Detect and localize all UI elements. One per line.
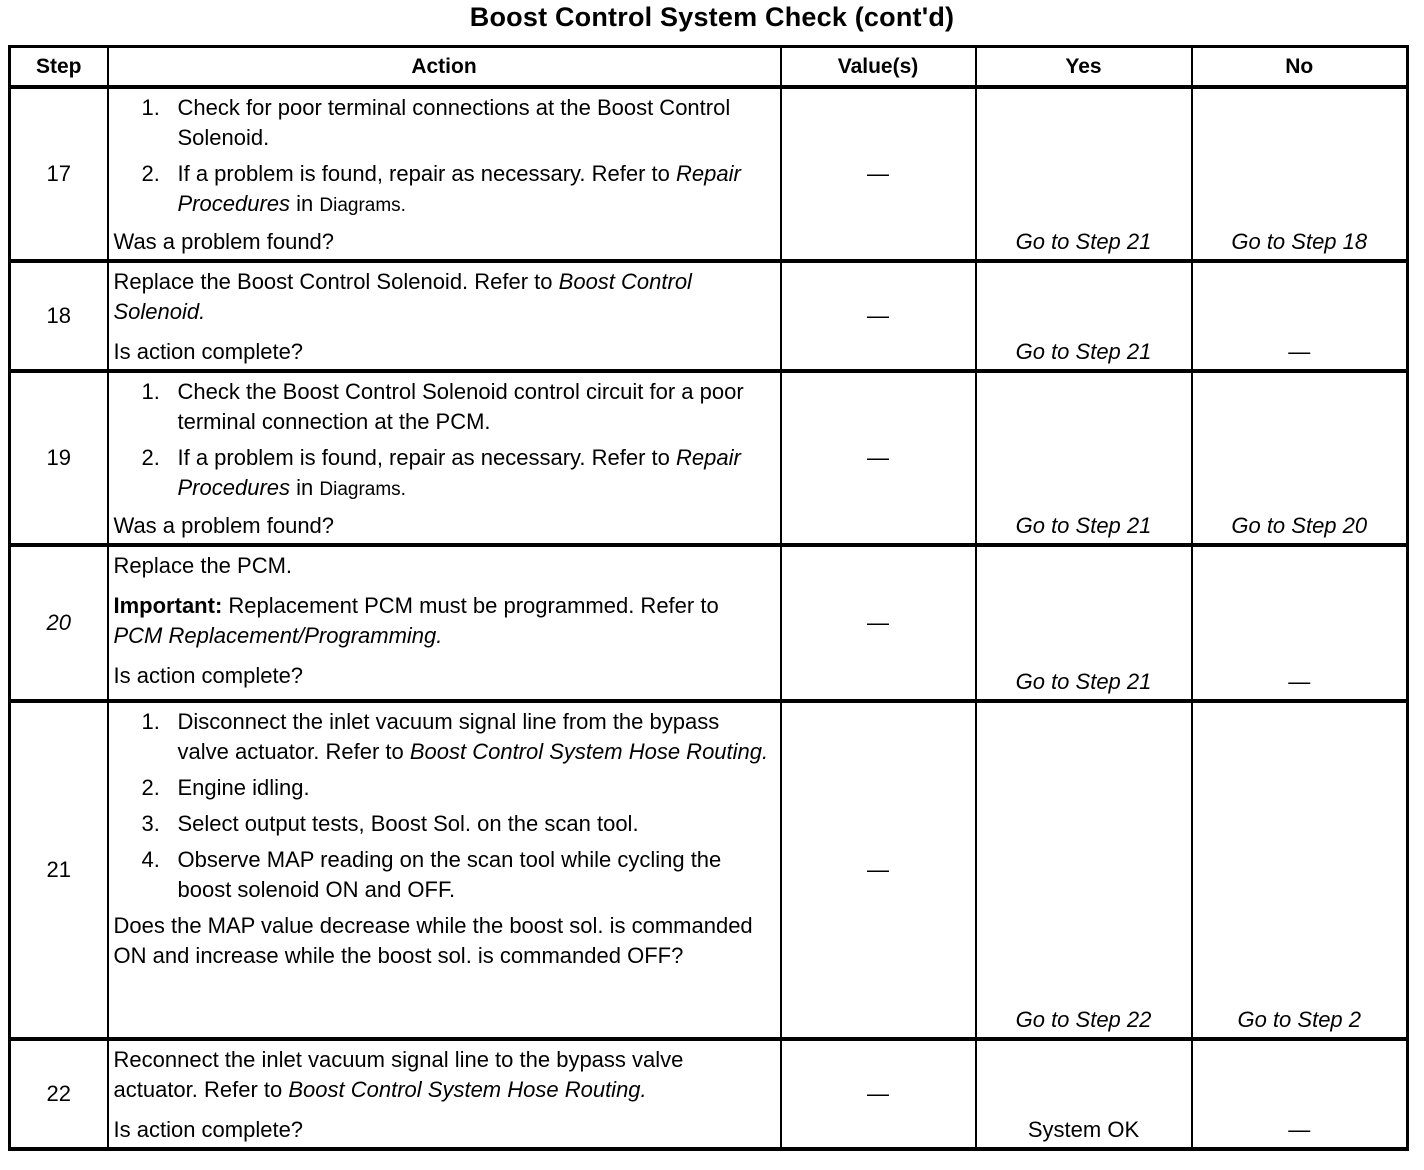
reference-link[interactable]: PCM Replacement/Programming. (113, 623, 443, 648)
question: Was a problem found? (113, 229, 335, 254)
list-item (142, 377, 774, 437)
list-item (142, 707, 774, 767)
action-cell (108, 371, 781, 545)
no-cell[interactable]: Go to Step 2 (1192, 701, 1408, 1039)
no-cell: — (1192, 545, 1408, 701)
item-text: Select output tests, Boost Sol. on the scan tool. (177, 811, 639, 836)
item-text: Check for poor terminal connections at the Boost Control Solenoid. (177, 95, 731, 150)
question: Is action complete? (113, 1117, 304, 1142)
table-row (10, 261, 1408, 371)
list-item (142, 93, 774, 153)
item-number: 1. (141, 379, 160, 404)
item-number: 2. (141, 775, 160, 800)
yes-cell: System OK (976, 1039, 1192, 1149)
col-header-step: Step (10, 47, 108, 88)
value-cell: — (781, 701, 976, 1039)
item-text: Check the Boost Control Solenoid control circuit for a poor terminal connection at the PCM. (177, 379, 744, 434)
col-header-values: Value(s) (781, 47, 976, 88)
item-number: 3. (141, 811, 160, 836)
list-item (142, 809, 774, 839)
item-number: 2. (141, 445, 160, 470)
action-cell (108, 701, 781, 1039)
list-item (142, 443, 774, 505)
step-number: 19 (10, 371, 108, 545)
yes-cell[interactable]: Go to Step 21 (976, 261, 1192, 371)
yes-cell[interactable]: Go to Step 21 (976, 371, 1192, 545)
value-cell: — (781, 1039, 976, 1149)
item-text: If a problem is found, repair as necessary. Refer to Repair Procedures in Diagrams. (177, 161, 741, 216)
item-text: Disconnect the inlet vacuum signal line from the bypass valve actuator. Refer to Boost Control System Hose Routing. (177, 709, 769, 764)
action-text: Replace the Boost Control Solenoid. Refer to Boost Control Solenoid. (113, 269, 692, 324)
list-item (142, 159, 774, 221)
important-note: Important: Replacement PCM must be programmed. Refer to PCM Replacement/Programming. (113, 593, 719, 648)
value-cell: — (781, 371, 976, 545)
question: Is action complete? (113, 339, 304, 364)
action-cell (108, 1039, 781, 1149)
action-text: Reconnect the inlet vacuum signal line to the bypass valve actuator. Refer to Boost Control System Hose Routing. (113, 1047, 684, 1102)
table-row (10, 545, 1408, 701)
page-title: Boost Control System Check (cont'd) (469, 2, 955, 32)
no-cell: — (1192, 1039, 1408, 1149)
list-item (142, 773, 774, 803)
step-number: 21 (10, 701, 108, 1039)
table-row (10, 87, 1408, 261)
action-cell (108, 87, 781, 261)
list-item (142, 845, 774, 905)
step-number: 22 (10, 1039, 108, 1149)
steps-table (8, 45, 1409, 1151)
action-text: Replace the PCM. (113, 553, 293, 578)
yes-cell[interactable]: Go to Step 21 (976, 87, 1192, 261)
step-number: 20 (10, 545, 108, 701)
no-cell: — (1192, 261, 1408, 371)
item-number: 1. (141, 95, 160, 120)
step-number: 17 (10, 87, 108, 261)
no-cell[interactable]: Go to Step 18 (1192, 87, 1408, 261)
reference-link[interactable]: Repair Procedures (177, 161, 741, 216)
item-text: Observe MAP reading on the scan tool while cycling the boost solenoid ON and OFF. (177, 847, 722, 902)
value-cell: — (781, 87, 976, 261)
table-row (10, 701, 1408, 1039)
item-text: Engine idling. (177, 775, 310, 800)
col-header-action: Action (108, 47, 781, 88)
yes-cell[interactable]: Go to Step 22 (976, 701, 1192, 1039)
question: Does the MAP value decrease while the boost sol. is commanded ON and increase while the boost sol. is commanded OFF? (113, 913, 753, 968)
reference-link[interactable]: Boost Control Solenoid. (113, 269, 692, 324)
question: Is action complete? (113, 663, 304, 688)
value-cell: — (781, 545, 976, 701)
table-row (10, 1039, 1408, 1149)
question: Was a problem found? (113, 513, 335, 538)
yes-cell[interactable]: Go to Step 21 (976, 545, 1192, 701)
value-cell: — (781, 261, 976, 371)
item-number: 4. (141, 847, 160, 872)
reference-link[interactable]: Repair Procedures (177, 445, 741, 500)
step-number: 18 (10, 261, 108, 371)
action-cell (108, 261, 781, 371)
item-number: 2. (141, 161, 160, 186)
header-row (10, 47, 1408, 88)
item-text: If a problem is found, repair as necessary. Refer to Repair Procedures in Diagrams. (177, 445, 741, 500)
reference-link[interactable]: Boost Control System Hose Routing. (288, 1077, 647, 1102)
item-number: 1. (141, 709, 160, 734)
table-row (10, 371, 1408, 545)
col-header-yes: Yes (976, 47, 1192, 88)
action-cell (108, 545, 781, 701)
reference-link[interactable]: Boost Control System Hose Routing. (409, 739, 769, 764)
col-header-no: No (1192, 47, 1408, 88)
no-cell[interactable]: Go to Step 20 (1192, 371, 1408, 545)
